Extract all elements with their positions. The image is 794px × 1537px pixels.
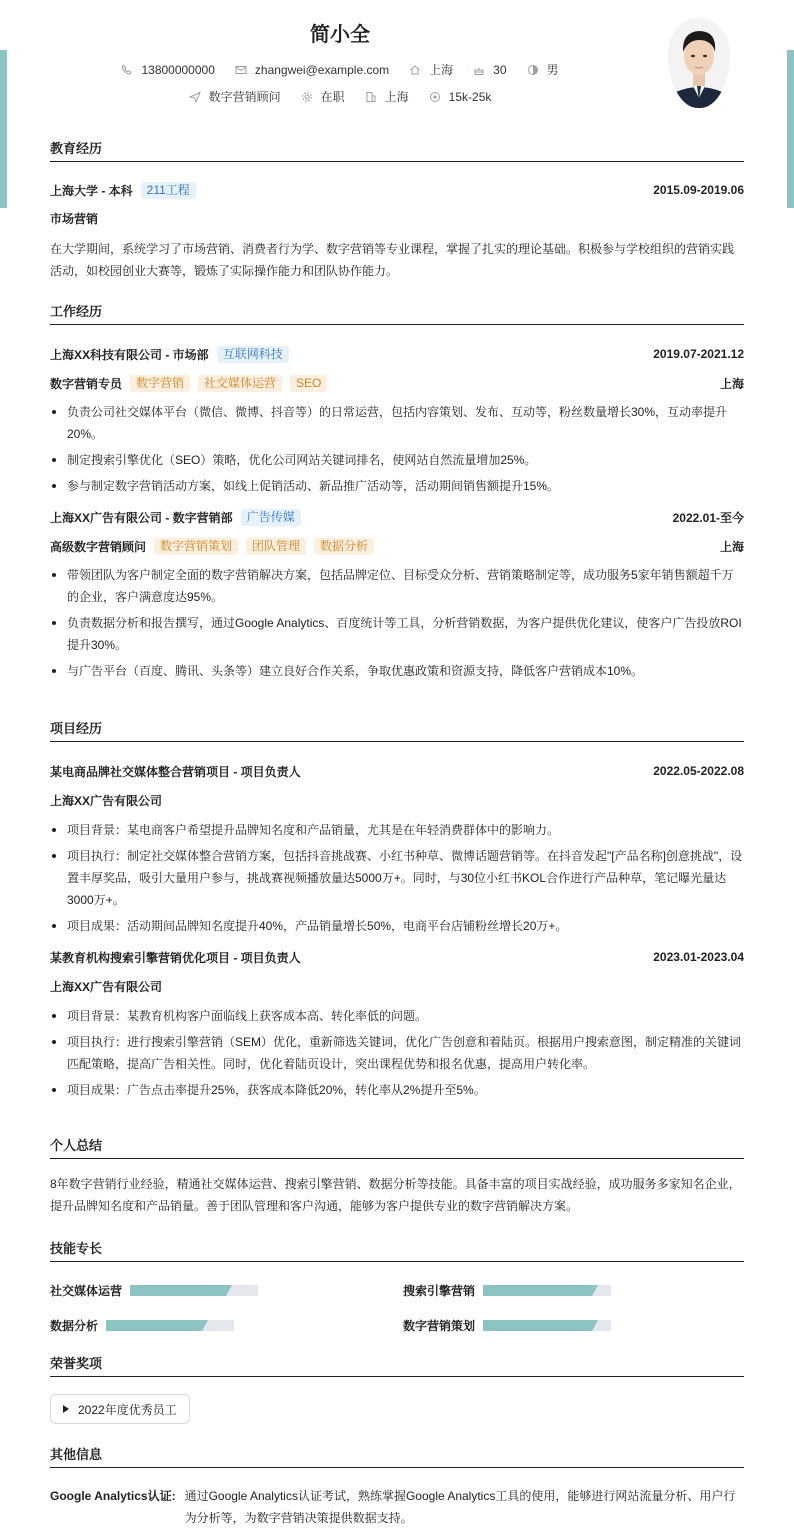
phone-icon — [121, 64, 133, 76]
award-name: 2022年度优秀员工 — [78, 1402, 177, 1417]
gender — [527, 61, 559, 78]
education-entry-header — [50, 180, 744, 200]
email-value: zhangwei@example.com — [254, 62, 390, 77]
section-divider — [50, 741, 744, 742]
target-city — [365, 88, 409, 105]
list-item: 项目成果：活动期间品牌知名度提升40%，产品销量增长50%，电商平台店铺粉丝增长20万+。 — [50, 915, 744, 937]
summary-text: 8年数字营销行业经验，精通社交媒体运营、搜索引擎营销、数据分析等技能。具备丰富的项目实战经验，成功服务多家知名企业，提升品牌知名度和产品销量。善于团队管理和客户沟通，能够为客户提供专业的数字营销解决方案。 — [50, 1177, 741, 1213]
contact-row — [0, 61, 680, 78]
skill-level-fill — [483, 1285, 592, 1296]
gender-value: 男 — [546, 63, 559, 77]
job-entry — [50, 507, 744, 682]
send-icon — [189, 91, 201, 103]
section-title-projects: 项目经历 — [50, 721, 103, 736]
target-city-value: 上海 — [384, 90, 409, 104]
skill-item — [50, 1282, 258, 1299]
coin-icon — [429, 91, 441, 103]
list-item: 项目执行：进行搜索引擎营销（SEM）优化，重新筛选关键词，优化广告创意和着陆页。根据用户搜索意图，制定精准的关键词匹配策略，提高广告相关性。同时，优化着陆页设计，突出课程优势和报名优惠，提高用户转化率。 — [50, 1031, 744, 1075]
list-item: 项目执行：制定社交媒体整合营销方案，包括抖音挑战赛、小红书种草、微博话题营销等。在抖音发起"[产品名称]创意挑战"，设置丰厚奖品，吸引大量用户参与，挑战赛视频播放量达5000万+。同时，与30位小红书KOL合作进行产品种草，笔记曝光量达3000万+。 — [50, 845, 744, 911]
resume-header — [0, 0, 794, 130]
skill-tag: 数字营销策划 — [154, 538, 238, 555]
email — [235, 63, 389, 77]
section-divider — [50, 1376, 744, 1377]
section-divider — [50, 1467, 744, 1468]
section-title-summary: 个人总结 — [50, 1138, 103, 1153]
job-intent-row — [0, 88, 680, 105]
job-role-row — [50, 373, 744, 393]
section-title-honors: 荣誉奖项 — [50, 1356, 103, 1371]
projects-section — [50, 719, 744, 1105]
job-bullets — [50, 564, 744, 682]
work-section — [50, 302, 744, 686]
skill-level-fill — [106, 1320, 202, 1331]
job-bullets — [50, 401, 744, 497]
skill-level-bar — [130, 1285, 258, 1296]
skills-section — [50, 1239, 744, 1339]
project-entry — [50, 947, 744, 1101]
school-tag: 211工程 — [141, 182, 196, 199]
project-header — [50, 947, 744, 967]
gear-icon — [301, 91, 313, 103]
job-role: 数字营销专员 — [50, 376, 123, 391]
avatar-photo — [668, 18, 730, 108]
age — [473, 63, 506, 77]
list-item: 带领团队为客户制定全面的数字营销解决方案，包括品牌定位、目标受众分析、营销策略制定等，成功服务5家年销售额超千万的企业，客户满意度达95%。 — [50, 564, 744, 608]
skill-tag: 数据分析 — [314, 538, 374, 555]
skill-name: 搜索引擎营销 — [403, 1284, 476, 1298]
skill-level-bar — [483, 1320, 611, 1331]
list-item: 负责公司社交媒体平台（微信、微博、抖音等）的日常运营，包括内容策划、发布、互动等，粉丝数量增长30%，互动率提升20%。 — [50, 401, 744, 445]
section-title-other: 其他信息 — [50, 1447, 103, 1462]
cake-icon — [473, 64, 485, 76]
job-location: 上海 — [719, 376, 744, 391]
list-item: 制定搜索引擎优化（SEO）策略，优化公司网站关键词排名，使网站自然流量增加25%。 — [50, 449, 744, 471]
project-name: 某电商品牌社交媒体整合营销项目 - 项目负责人 — [50, 764, 301, 779]
list-item: 项目背景：某电商客户希望提升品牌知名度和产品销量，尤其是在年轻消费群体中的影响力。 — [50, 819, 744, 841]
skill-name: 数字营销策划 — [403, 1319, 476, 1333]
education-period: 2015.09-2019.06 — [653, 183, 744, 197]
major: 市场营销 — [50, 212, 99, 226]
job-period: 2019.07-2021.12 — [653, 347, 744, 361]
industry-tag: 广告传媒 — [241, 509, 301, 526]
project-org: 上海XX广告有限公司 — [50, 980, 163, 994]
other-item-text: 通过Google Analytics认证考试，熟练掌握Google Analytics工具的使用，能够进行网站流量分析、用户行为分析等，为数字营销决策提供数据支持。 — [184, 1489, 736, 1525]
section-divider — [50, 1158, 744, 1159]
phone-value: 13800000000 — [141, 62, 215, 77]
salary-value: 15k-25k — [448, 89, 492, 104]
city-value: 上海 — [429, 63, 454, 77]
list-item: 参与制定数字营销活动方案，如线上促销活动、新品推广活动等，活动期间销售额提升15%。 — [50, 475, 744, 497]
skill-tag: 数字营销 — [130, 375, 190, 392]
candidate-name: 简小全 — [310, 24, 370, 46]
honors-section — [50, 1354, 744, 1424]
section-title-education: 教育经历 — [50, 141, 103, 156]
job-entry — [50, 344, 744, 497]
project-entry — [50, 761, 744, 937]
summary-section — [50, 1136, 744, 1217]
education-section — [50, 139, 744, 282]
employment-status — [301, 88, 345, 105]
job-location: 上海 — [719, 539, 744, 554]
skill-name: 社交媒体运营 — [50, 1284, 123, 1298]
job-period: 2022.01-至今 — [672, 510, 744, 525]
skill-tag: SEO — [290, 375, 327, 392]
target-role-value: 数字营销顾问 — [208, 90, 281, 104]
list-item: 项目背景：某教育机构客户面临线上获客成本高、转化率低的问题。 — [50, 1005, 744, 1027]
list-item: 项目成果：广告点击率提升25%，获客成本降低20%，转化率从2%提升至5%。 — [50, 1079, 744, 1101]
project-header — [50, 761, 744, 781]
job-role-row — [50, 536, 744, 556]
skill-item — [50, 1317, 234, 1334]
project-period: 2023.01-2023.04 — [653, 950, 744, 964]
project-bullets — [50, 1005, 744, 1101]
job-role: 高级数字营销顾问 — [50, 539, 147, 554]
gender-icon — [527, 64, 539, 76]
section-divider — [50, 324, 744, 325]
target-role — [189, 88, 281, 105]
project-period: 2022.05-2022.08 — [653, 764, 744, 778]
status-value: 在职 — [320, 90, 345, 104]
skill-item — [403, 1317, 611, 1334]
project-name: 某教育机构搜索引擎营销优化项目 - 项目负责人 — [50, 950, 301, 965]
phone — [121, 63, 214, 77]
award-item[interactable] — [50, 1394, 190, 1424]
home-icon — [409, 64, 421, 76]
age-value: 30 — [493, 62, 507, 77]
company-name: 上海XX科技有限公司 - 市场部 — [50, 347, 209, 362]
list-item: 与广告平台（百度、腾讯、头条等）建立良好合作关系，争取优惠政策和资源支持，降低客户营销成本10%。 — [50, 660, 744, 682]
job-header — [50, 344, 744, 364]
other-item — [50, 1485, 744, 1529]
skill-tag: 社交媒体运营 — [198, 375, 282, 392]
mail-icon — [235, 64, 247, 76]
triangle-right-icon — [63, 1405, 69, 1413]
skill-level-bar — [106, 1320, 234, 1331]
salary — [429, 90, 492, 104]
building-icon — [365, 91, 377, 103]
city — [409, 61, 453, 78]
skill-tag: 团队管理 — [246, 538, 306, 555]
skill-level-fill — [130, 1285, 226, 1296]
skill-name: 数据分析 — [50, 1319, 99, 1333]
section-title-skills: 技能专长 — [50, 1241, 103, 1256]
company-name: 上海XX广告有限公司 - 数字营销部 — [50, 510, 233, 525]
industry-tag: 互联网科技 — [217, 346, 289, 363]
project-org: 上海XX广告有限公司 — [50, 794, 163, 808]
job-header — [50, 507, 744, 527]
section-divider — [50, 1261, 744, 1262]
other-section — [50, 1445, 744, 1529]
section-title-work: 工作经历 — [50, 304, 103, 319]
section-divider — [50, 161, 744, 162]
school-name: 上海大学 - 本科 — [50, 183, 133, 198]
list-item: 负责数据分析和报告撰写，通过Google Analytics、百度统计等工具，分析营销数据，为客户提供优化建议，使客户广告投放ROI提升30%。 — [50, 612, 744, 656]
project-bullets — [50, 819, 744, 937]
skill-level-bar — [483, 1285, 611, 1296]
skill-item — [403, 1282, 611, 1299]
skill-level-fill — [483, 1320, 592, 1331]
other-item-label: Google Analytics认证: — [50, 1489, 176, 1503]
education-description: 在大学期间，系统学习了市场营销、消费者行为学、数字营销等专业课程，掌握了扎实的理论基础。积极参与学校组织的营销实践活动，如校园创业大赛等，锻炼了实际操作能力和团队协作能力。 — [50, 242, 735, 278]
